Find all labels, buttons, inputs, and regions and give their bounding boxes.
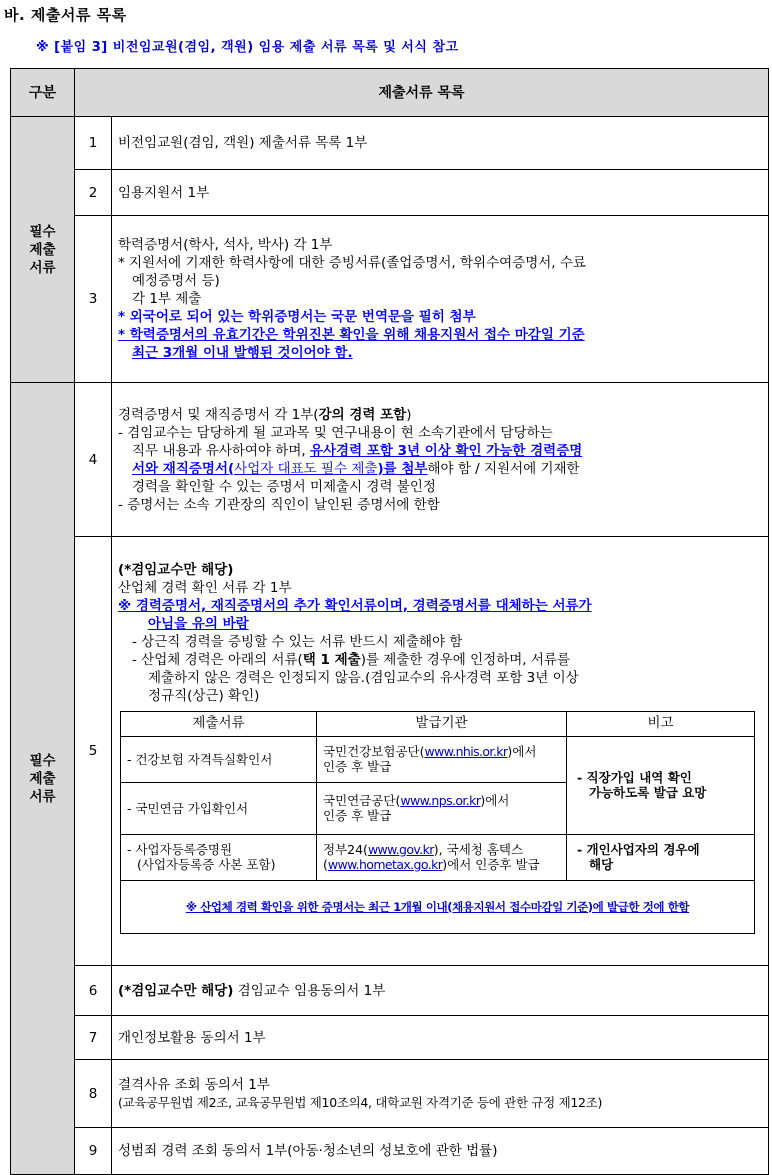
- item-number: 1: [75, 117, 112, 170]
- table-row: [11, 170, 769, 216]
- nps-link[interactable]: www.nps.or.kr: [400, 793, 481, 808]
- item-number: 9: [75, 1128, 112, 1175]
- inner-header-remarks: 비고: [567, 711, 755, 736]
- table-row: [11, 1060, 769, 1128]
- inner-footnote: ※ 산업체 경력 확인을 위한 증명서는 최근 1개월 이내(채용지원서 접수마감일 기준)에 발급한 것에 한함: [121, 880, 755, 933]
- inner-remark: - 개인사업자의 경우에 해당: [567, 834, 755, 880]
- item-text: 경력증명서 및 재직증명서 각 1부(강의 경력 포함) - 겸임교수는 담당하게 될 교과목 및 연구내용이 현 소속기관에서 담당하는 직무 내용과 유사하여야 하며, 유사경력 포함 3년 이상 확인 가능한 경력증명 서와 재직증명서(사업자 대표도 필수 제출)를 첨부해야 함 / 지원서에 기재한 경력을 확인할 수 있는 증명서 미제출시 경력 불인정 - 증명서는 소속 기관장의 직인이 날인된 증명서에 한함: [112, 383, 769, 537]
- category-required-2: 필수 제출 서류: [11, 383, 75, 1175]
- table-row: [11, 117, 769, 170]
- category-required-1: 필수 제출 서류: [11, 117, 75, 383]
- industry-proof-table: [120, 711, 755, 934]
- item-number: 8: [75, 1060, 112, 1128]
- documents-table: [10, 68, 769, 1175]
- item-text: 개인정보활용 동의서 1부: [112, 1016, 769, 1060]
- item-number: 4: [75, 383, 112, 537]
- item-number: 5: [75, 537, 112, 966]
- inner-header-document: 제출서류: [121, 711, 317, 736]
- table-row: [11, 216, 769, 383]
- inner-doc: - 사업자등록증명원 (사업자등록증 사본 포함): [121, 834, 317, 880]
- item-text: (*겸임교수만 해당) 산업체 경력 확인 서류 각 1부 ※ 경력증명서, 재직증명서의 추가 확인서류이며, 경력증명서를 대체하는 서류가 아님을 유의 바람 - 상근직 경력을 증빙할 수 있는 서류 반드시 제출해야 함 - 산업체 경력은 아래의 서류(택 1 제출)를 제출한 경우에 인정하며, 서류를 제출하지 않은 경력은 인정되지 않음.(겸임교수의 유사경력 포함 3년 이상 정규직(상근) 확인) 제출서류 발급기관 비고 - 건강보험 자격득실확인서 국민건강보험공단(www.nhis.or.kr)에서 인증 후 발급 - 직장가입 내역 확인 가능하도록 발급 요망 - 국민연금 가입확인서 국민연금공단(www.nps.or.kr)에서 인증 후 발급 - 사업자등록증명원 (사업자등록증 사본 포함) 정부24(www.gov.kr), 국세청 홈텍스 (www.hometax.go.kr)에서 인증후 발급 - 개인사업자의 경우에 해당 ※ 산업체 경력 확인을 위한 증명서는 최근 1개월 이내(채용지원서 접수마감일 기준)에 발급한 것에 한함: [112, 537, 769, 966]
- inner-issuer: 정부24(www.gov.kr), 국세청 홈텍스 (www.hometax.go.kr)에서 인증후 발급: [317, 834, 567, 880]
- item-text: (*겸임교수만 해당) 겸임교수 임용동의서 1부: [112, 966, 769, 1016]
- reference-note: ※ [붙임 3] 비전임교원(겸임, 객원) 임용 제출 서류 목록 및 서식 참고: [36, 40, 459, 55]
- item-text: 결격사유 조회 동의서 1부 (교육공무원법 제2조, 교육공무원법 제10조의4, 대학교원 자격기준 등에 관한 규정 제12조): [112, 1060, 769, 1128]
- header-documents: 제출서류 목록: [75, 69, 769, 117]
- item-number: 2: [75, 170, 112, 216]
- table-row: [11, 1016, 769, 1060]
- item-text: 비전임교원(겸임, 객원) 제출서류 목록 1부: [112, 117, 769, 170]
- inner-doc: - 건강보험 자격득실확인서: [121, 736, 317, 782]
- nhis-link[interactable]: www.nhis.or.kr: [424, 744, 508, 759]
- table-row: [11, 966, 769, 1016]
- inner-header-issuer: 발급기관: [317, 711, 567, 736]
- table-row: [11, 1128, 769, 1175]
- item-text: 학력증명서(학사, 석사, 박사) 각 1부 * 지원서에 기재한 학력사항에 대한 증빙서류(졸업증명서, 학위수여증명서, 수료 예정증명서 등) 각 1부 제출 * 외국어로 되어 있는 학위증명서는 국문 번역문을 필히 첨부 * 학력증명서의 유효기간은 학위진본 확인을 위해 채용지원서 접수 마감일 기준 최근 3개월 이내 발행된 것이어야 함.: [112, 216, 769, 383]
- inner-issuer: 국민연금공단(www.nps.or.kr)에서 인증 후 발급: [317, 782, 567, 834]
- table-row: [11, 537, 769, 966]
- section-heading: 바. 제출서류 목록: [4, 6, 127, 24]
- item-number: 6: [75, 966, 112, 1016]
- inner-remark: - 직장가입 내역 확인 가능하도록 발급 요망: [567, 736, 755, 834]
- inner-doc: - 국민연금 가입확인서: [121, 782, 317, 834]
- hometax-link[interactable]: www.hometax.go.kr: [327, 857, 443, 872]
- validity-requirement: * 학력증명서의 유효기간은 학위진본 확인을 위해 채용지원서 접수 마감일 기준: [118, 327, 585, 343]
- translation-requirement: * 외국어로 되어 있는 학위증명서는 국문 번역문을 필히 첨부: [118, 309, 476, 325]
- gov-link[interactable]: www.gov.kr: [367, 842, 434, 857]
- item-number: 7: [75, 1016, 112, 1060]
- header-category: 구분: [11, 69, 75, 117]
- item-text: 성범죄 경력 조회 동의서 1부(아동·청소년의 성보호에 관한 법률): [112, 1128, 769, 1175]
- item-text: 임용지원서 1부: [112, 170, 769, 216]
- inner-issuer: 국민건강보험공단(www.nhis.or.kr)에서 인증 후 발급: [317, 736, 567, 782]
- item-number: 3: [75, 216, 112, 383]
- table-row: [11, 383, 769, 537]
